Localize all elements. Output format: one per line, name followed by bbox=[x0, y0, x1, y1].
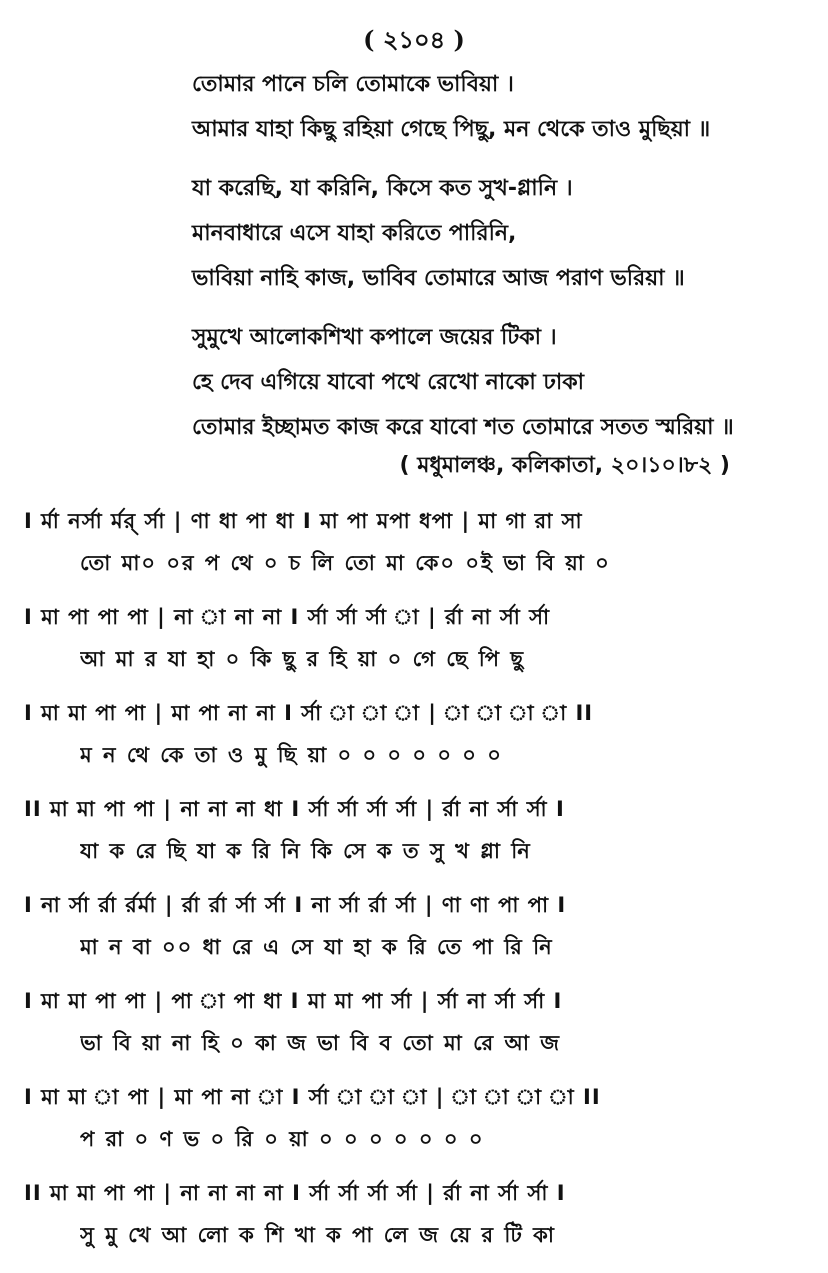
poem-line: মানবাধারে এসে যাহা করিতে পারিনি, bbox=[192, 221, 517, 246]
notation-row bbox=[24, 697, 820, 793]
lyric-line: ম ন থে কে তা ও মু ছি য়া ০ ০ ০ ০ ০ ০ ০ bbox=[80, 743, 503, 767]
swara-line: I মা মা পা পা | পা া পা ধা I মা মা পা র্সা | র্সা না র্সা র্সা I bbox=[24, 989, 563, 1013]
poem-line: আমার যাহা কিছু রহিয়া গেছে পিছু, মন থেকে তাও মুছিয়া ॥ bbox=[192, 117, 711, 142]
lyric-line: প রা ০ ণ ভ ০ রি ০ য়া ০ ০ ০ ০ ০ ০ ০ bbox=[80, 1127, 485, 1151]
poem-line: তোমার পানে চলি তোমাকে ভাবিয়া । bbox=[192, 72, 514, 97]
notation-block bbox=[24, 505, 820, 1273]
stanza bbox=[192, 62, 812, 152]
notation-row bbox=[24, 793, 820, 889]
page-number: ( ২১০৪ ) bbox=[363, 25, 465, 54]
poem-line: যা করেছি, যা করিনি, কিসে কত সুখ-গ্লানি । bbox=[192, 176, 573, 201]
notation-row bbox=[24, 985, 820, 1081]
stanza bbox=[192, 315, 812, 450]
poem-line: তোমার ইচ্ছামত কাজ করে যাবো শত তোমারে সতত স্মরিয়া ॥ bbox=[192, 415, 734, 440]
lyric-line: মা ন বা ০০ ধা রে এ সে যা হা ক রি তে পা রি নি bbox=[80, 935, 554, 959]
poem-line: সুমুখে আলোকশিখা কপালে জয়ের টিকা । bbox=[192, 325, 557, 350]
notation-row bbox=[24, 889, 820, 985]
swara-line: I মা মা া পা | মা পা না া I র্সা া া া | া া া া II bbox=[24, 1085, 601, 1109]
notation-row bbox=[24, 505, 820, 601]
notation-row bbox=[24, 601, 820, 697]
stanza bbox=[192, 166, 812, 301]
swara-line: I মা মা পা পা | মা পা না না I র্সা া া া | া া া া II bbox=[24, 701, 594, 725]
poem bbox=[192, 62, 812, 464]
lyric-line: ভা বি য়া না হি ০ কা জ ভা বি ব তো মা রে আ জ bbox=[80, 1031, 562, 1055]
poem-line: হে দেব এগিয়ে যাবো পথে রেখো নাকো ঢাকা bbox=[192, 370, 585, 395]
lyric-line: তো মা০ ০র প থে ০ চ লি তো মা কে০ ০ই ভা বি য়া ০ bbox=[80, 551, 611, 575]
swara-line: II মা মা পা পা | না না না না I র্সা র্সা র্সা র্সা | র্রা না র্সা র্সা I bbox=[24, 1181, 566, 1205]
swara-line: II মা মা পা পা | না না না ধা I র্সা র্সা র্সা র্সা | র্রা না র্সা র্সা I bbox=[24, 797, 565, 821]
swara-line: I র্মা নর্সা র্মর্ র্সা | ণা ধা পা ধা I মা পা মপা ধপা | মা গা রা সা bbox=[24, 509, 583, 533]
attribution: ( মধুমালঞ্চ, কলিকাতা, ২০।১০।৮২ ) bbox=[399, 453, 730, 478]
swara-line: I না র্সা র্রা র্রর্মা | র্রা র্রা র্সা র্সা I না র্সা র্রা র্সা | ণা ণা পা পা I bbox=[24, 893, 567, 917]
notation-row bbox=[24, 1081, 820, 1177]
poem-line: ভাবিয়া নাহি কাজ, ভাবিব তোমারে আজ পরাণ ভরিয়া ॥ bbox=[192, 266, 685, 291]
swara-line: I মা পা পা পা | না া না না I র্সা র্সা র্সা া | র্রা না র্সা র্সা bbox=[24, 605, 551, 629]
lyric-line: যা ক রে ছি যা ক রি নি কি সে ক ত সু খ গ্লা নি bbox=[80, 839, 532, 863]
lyric-line: সু মু খে আ লো ক শি খা ক পা লে জ য়ে র টি কা bbox=[80, 1223, 556, 1247]
notation-row bbox=[24, 1177, 820, 1273]
lyric-line: আ মা র যা হা ০ কি ছু র হি য়া ০ গে ছে পি ছু bbox=[80, 647, 526, 671]
